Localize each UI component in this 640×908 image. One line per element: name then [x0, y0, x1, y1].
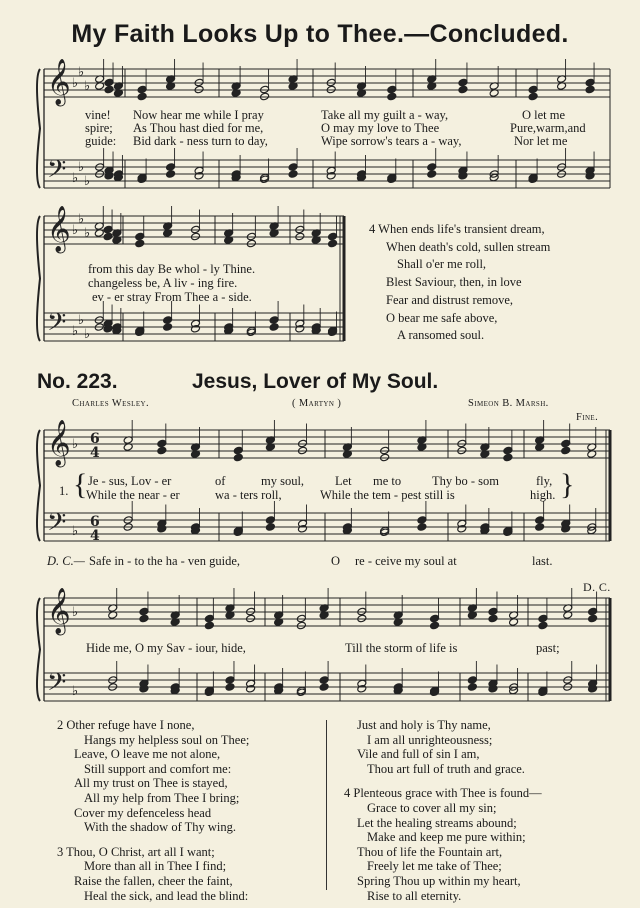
- h1-l1-v3-c: Wipe sorrow's tears a - way,: [321, 134, 462, 148]
- svg-text:♭: ♭: [72, 171, 79, 186]
- stanza-line: Other refuge have I none,: [66, 718, 195, 732]
- hymn-number: No. 223.: [37, 370, 118, 393]
- dc-lyric-4: last.: [532, 554, 553, 568]
- stanza-line: Raise the fallen, cheer the faint,: [74, 873, 233, 888]
- stanza-line: Leave, O leave me not alone,: [74, 747, 221, 762]
- stanza-line: Thou, O Christ, art all I want;: [66, 844, 215, 859]
- stanza-line: Fear and distrust remove,: [386, 292, 514, 307]
- svg-text:6: 6: [90, 431, 100, 447]
- stanza-number: 4: [369, 222, 376, 236]
- stanza-line: With the shadow of Thy wing.: [84, 820, 237, 835]
- stanza-line: Vile and full of sin I am,: [357, 747, 480, 762]
- h1-l2-v1: from this day Be whol - ly Thine.: [88, 262, 256, 276]
- stanza-line: Just and holy is Thy name,: [357, 718, 491, 732]
- stanzas-right: [344, 718, 542, 903]
- svg-text:♭: ♭: [72, 684, 79, 699]
- close-brace: }: [560, 468, 575, 501]
- dc-lyric-1: Safe in - to the ha - ven guide,: [89, 554, 240, 568]
- dc-lyric-3: re - ceive my soul at: [355, 554, 457, 568]
- svg-text:♭: ♭: [84, 327, 91, 342]
- svg-text:𝄢: 𝄢: [47, 155, 67, 190]
- stanza-number: 2: [57, 718, 64, 732]
- h1-l1-v2-b: As Thou hast died for me,: [133, 121, 264, 135]
- svg-text:𝄞: 𝄞: [47, 206, 71, 252]
- svg-text:𝄞: 𝄞: [47, 420, 71, 466]
- h2-l1-a-6: Thy bo - som: [432, 474, 500, 488]
- stanza-line: When death's cold, sullen stream: [386, 239, 551, 254]
- stanza-line: I am all unrighteousness;: [367, 732, 493, 747]
- h2-l2-2: Till the storm of life is: [345, 641, 458, 655]
- stanza-line: Spring Thou up within my heart,: [357, 873, 521, 888]
- svg-text:♭: ♭: [84, 174, 91, 189]
- stanza-line: Freely let me take of Thee;: [367, 859, 502, 874]
- hymn1-title: My Faith Looks Up to Thee.—Concluded.: [71, 20, 569, 48]
- h1-l1-v1-a: vine!: [85, 108, 111, 122]
- author: Charles Wesley.: [72, 398, 149, 409]
- h2-l1-a-4: Let: [335, 474, 352, 488]
- svg-text:♭: ♭: [84, 79, 91, 94]
- stanza-line: Thou of life the Fountain art,: [357, 844, 503, 859]
- stanza-line: More than all in Thee I find;: [84, 859, 227, 874]
- h2-l1-a-3: my soul,: [261, 474, 305, 488]
- h2-l1-b-1: While the near - er: [86, 488, 180, 502]
- svg-text:4: 4: [90, 445, 100, 461]
- stanza-line: When ends life's transient dream,: [378, 222, 545, 236]
- svg-text:𝄢: 𝄢: [47, 308, 67, 343]
- svg-text:♭: ♭: [72, 223, 79, 238]
- h1-stanza4: [369, 221, 550, 345]
- h1-l2-v3: ev - er stray From Thee a - side.: [92, 290, 252, 304]
- stanza-line: All my help from Thee I bring;: [84, 790, 240, 805]
- stanza-line: Rise to all eternity.: [367, 888, 462, 903]
- stanza-line: Heal the sick, and lead the blind:: [84, 888, 249, 903]
- svg-text:♭: ♭: [78, 160, 85, 175]
- h1-l1-v2-d: Pure,warm,and: [510, 121, 586, 135]
- stanza-line: Shall o'er me roll,: [397, 257, 487, 272]
- h2-l1-b-2: wa - ters roll,: [215, 488, 282, 502]
- tune-name: ( Martyn ): [292, 398, 342, 409]
- svg-text:♭: ♭: [72, 324, 79, 339]
- h1-l1-v2-a: spire;: [85, 121, 113, 135]
- h2-l1-a-5: me to: [373, 474, 402, 488]
- stanza-line: All my trust on Thee is stayed,: [74, 776, 228, 791]
- h1-l1-v1-b: Now hear me while I pray: [133, 108, 264, 122]
- svg-text:𝄢: 𝄢: [47, 668, 67, 703]
- svg-text:𝄢: 𝄢: [47, 508, 67, 543]
- h2-l1-b-4: high.: [530, 488, 556, 502]
- stanzas-left: [57, 718, 249, 903]
- stanza-line: Let the healing streams abound;: [357, 815, 517, 830]
- svg-text:𝄞: 𝄞: [47, 59, 71, 105]
- svg-text:♭: ♭: [84, 226, 91, 241]
- h2-l1-a-7: fly,: [536, 474, 553, 488]
- stanza-line: Blest Saviour, then, in love: [386, 275, 522, 290]
- h1-l1-v1-c: Take all my guilt a - way,: [321, 108, 449, 122]
- svg-text:♭: ♭: [78, 212, 85, 227]
- dc-lyric-2: O: [331, 554, 341, 568]
- svg-text:♭: ♭: [72, 437, 79, 452]
- h2-l1-b-3: While the tem - pest still is: [320, 488, 455, 502]
- stanza-line: Make and keep me pure within;: [367, 830, 526, 845]
- h1-l2-v2: changeless be, A liv - ing fire.: [88, 276, 238, 290]
- h1-l1-v3-d: Nor let me: [514, 134, 568, 148]
- fine-mark: Fine.: [576, 412, 599, 423]
- svg-text:𝄞: 𝄞: [47, 588, 71, 634]
- column-divider: [326, 720, 327, 890]
- dc-label: D. C.—: [47, 554, 85, 568]
- svg-text:♭: ♭: [72, 605, 79, 620]
- svg-text:♭: ♭: [78, 65, 85, 80]
- h1-l1-v3-a: guide:: [85, 134, 117, 148]
- stanza-number: 4: [344, 786, 351, 801]
- composer: Simeon B. Marsh.: [468, 398, 549, 409]
- stanza-line: A ransomed soul.: [397, 328, 485, 343]
- open-brace: {: [73, 468, 88, 501]
- hymn2-title: Jesus, Lover of My Soul.: [192, 370, 439, 393]
- h1-l1-v1-d: O let me: [522, 108, 566, 122]
- stanza-line: Cover my defenceless head: [74, 805, 212, 820]
- stanza-line: Thou art full of truth and grace.: [367, 761, 525, 776]
- h2-l2-3: past;: [536, 641, 560, 655]
- svg-text:♭: ♭: [78, 313, 85, 328]
- stanza-line: Grace to cover all my sin;: [367, 800, 497, 815]
- svg-text:6: 6: [90, 514, 100, 530]
- svg-text:4: 4: [90, 528, 100, 544]
- h1-l1-v2-c: O may my love to Thee: [321, 121, 440, 135]
- stanza-line: Plenteous grace with Thee is found—: [353, 786, 542, 801]
- stanza-number: 3: [57, 844, 64, 859]
- h2-l2-1: Hide me, O my Sav - iour, hide,: [86, 641, 246, 655]
- stanza-line: Still support and comfort me:: [84, 761, 232, 776]
- h1-l1-v3-b: Bid dark - ness turn to day,: [133, 134, 268, 148]
- stanza-line: O bear me safe above,: [386, 310, 498, 325]
- svg-text:♭: ♭: [72, 76, 79, 91]
- dc-mark: D. C.: [583, 580, 611, 594]
- verse-number: 1.: [59, 484, 69, 498]
- h2-l1-a-2: of: [215, 474, 226, 488]
- h2-l1-a-1: Je - sus, Lov - er: [88, 474, 172, 488]
- svg-text:♭: ♭: [72, 524, 79, 539]
- stanza-line: Hangs my helpless soul on Thee;: [84, 732, 250, 747]
